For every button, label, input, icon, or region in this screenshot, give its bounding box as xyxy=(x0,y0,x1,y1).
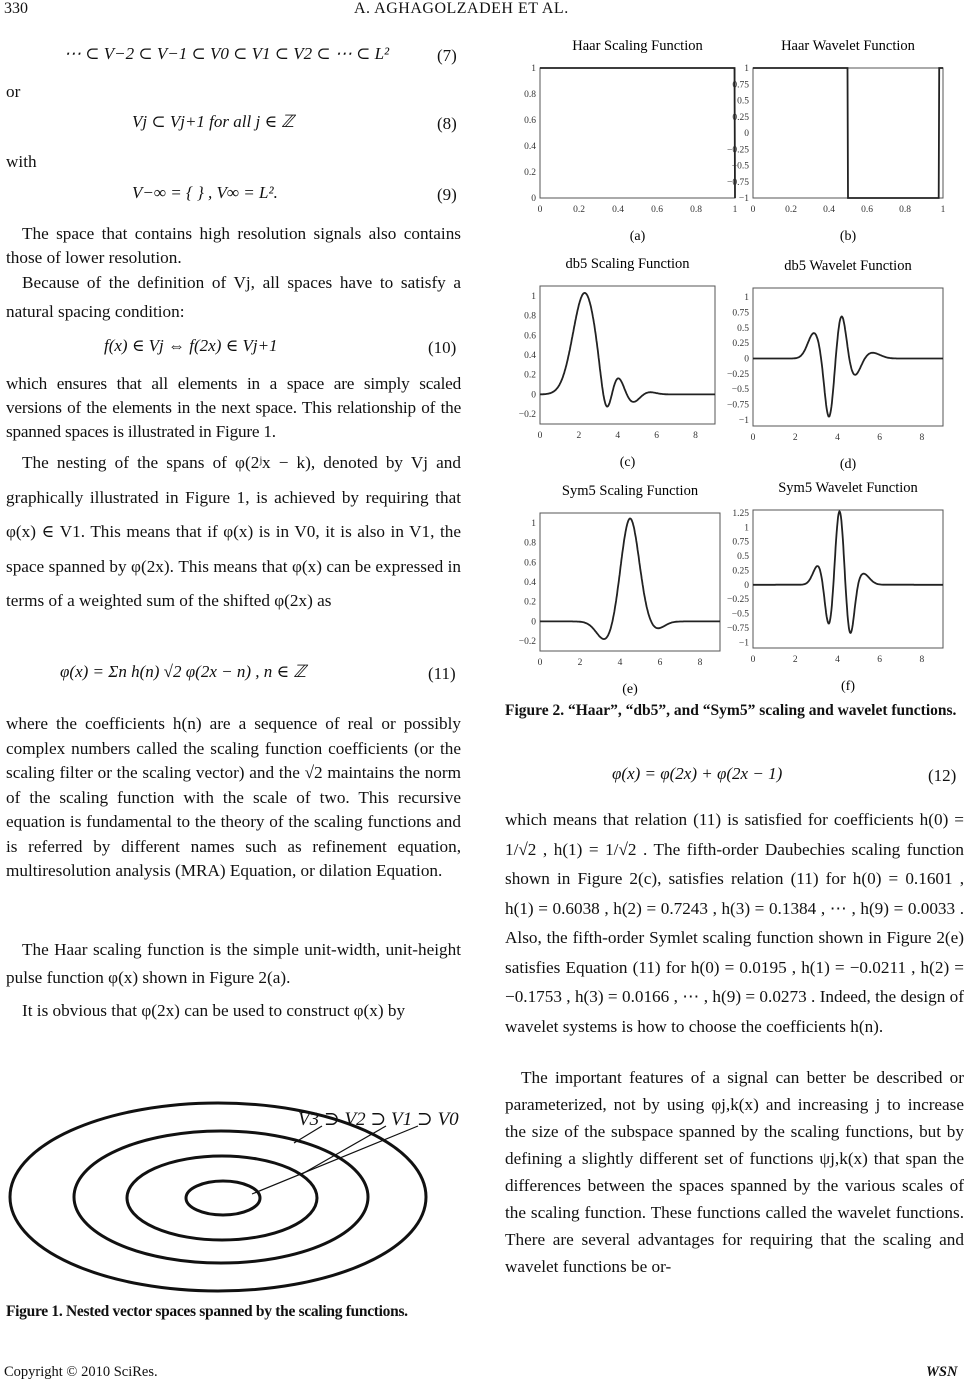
paragraph-construct: It is obvious that φ(2x) can be used to construct φ(x) by xyxy=(22,1001,406,1020)
ellipse-v1 xyxy=(127,1156,317,1240)
figure-1-caption: Figure 1. Nested vector spaces spanned by the scaling functions. xyxy=(6,1303,408,1320)
y-tick-label: 0.75 xyxy=(732,80,749,91)
plot-title: db5 Scaling Function xyxy=(565,256,690,272)
y-tick-label: 0 xyxy=(531,194,536,204)
x-tick-label: 2 xyxy=(792,433,798,443)
x-tick-label: 2 xyxy=(577,658,583,668)
y-tick-label: 0.6 xyxy=(524,331,536,342)
y-tick-label: 1 xyxy=(744,523,749,534)
paragraph-coefficients: where the coefficients h(n) are a sequence of real or possibly complex numbers called the scaling function coefficients (or the scaling filter or the scaling vector) and the √2 maintains the norm of the scaling function with the scale of two. This recursive equation is fundamental to the theory of the scaling functions and is referred by different names such as refinement equation, multiresolution analysis (MRA) Equation, or dilation Equation. xyxy=(6,714,461,880)
y-tick-label: 1 xyxy=(531,518,536,529)
plot-title: db5 Wavelet Function xyxy=(784,258,912,274)
footer-copyright: Copyright © 2010 SciRes. xyxy=(4,1364,158,1380)
plot-subfigure-label: (a) xyxy=(629,229,646,244)
plot-subfigure-label: (d) xyxy=(839,457,857,472)
x-tick-label: 0 xyxy=(537,205,543,215)
x-tick-label: 0.2 xyxy=(785,205,797,215)
text-with: with xyxy=(6,152,37,171)
equation-11-number: (11) xyxy=(428,664,456,683)
y-tick-label: −0.5 xyxy=(731,161,749,172)
equation-10-number: (10) xyxy=(428,338,457,357)
function-curve xyxy=(753,68,943,198)
y-tick-label: 0.6 xyxy=(524,116,536,126)
x-tick-label: 8 xyxy=(919,655,925,665)
y-tick-label: 0.6 xyxy=(524,558,536,569)
y-tick-label: 1 xyxy=(744,293,749,304)
ellipse-v0 xyxy=(186,1181,260,1215)
plot-subfigure-label: (e) xyxy=(622,682,638,697)
equation-9: V−∞ = { } , V∞ = L². xyxy=(132,183,278,202)
y-tick-label: 1 xyxy=(744,64,749,74)
plot-title: Haar Wavelet Function xyxy=(781,38,915,54)
y-tick-label: 0.4 xyxy=(524,142,536,152)
function-curve xyxy=(753,511,943,633)
function-curve xyxy=(540,519,720,640)
x-tick-label: 1 xyxy=(732,205,738,215)
x-tick-label: 4 xyxy=(835,655,840,665)
y-tick-label: 0 xyxy=(531,617,536,628)
x-tick-label: 0.2 xyxy=(573,205,585,215)
y-tick-label: −0.75 xyxy=(727,177,749,188)
function-curve xyxy=(540,68,735,198)
y-tick-label: −0.5 xyxy=(731,385,749,396)
x-tick-label: 0 xyxy=(537,658,543,668)
figure-2-plots xyxy=(505,30,965,720)
x-tick-label: 0.6 xyxy=(861,205,873,215)
footer-journal: WSN xyxy=(926,1364,958,1380)
figure-2-caption: Figure 2. “Haar”, “db5”, and “Sym5” scaling and wavelet functions. xyxy=(505,702,957,719)
x-tick-label: 8 xyxy=(697,658,703,668)
x-tick-label: 1 xyxy=(940,205,946,215)
x-tick-label: 6 xyxy=(657,658,663,668)
y-tick-label: 0.2 xyxy=(524,370,536,381)
equation-10: f(x) ∈ Vj ⇔ f(2x) ∈ Vj+1 xyxy=(104,336,278,355)
x-tick-label: 2 xyxy=(792,655,798,665)
plot-title: Sym5 Wavelet Function xyxy=(778,480,918,496)
y-tick-label: 1 xyxy=(531,64,536,74)
equation-9-number: (9) xyxy=(437,185,457,204)
y-tick-label: −1 xyxy=(738,194,749,204)
y-tick-label: 1.25 xyxy=(732,508,749,519)
plot-title: Sym5 Scaling Function xyxy=(561,483,699,499)
plot-subfigure-label: (b) xyxy=(839,229,857,244)
y-tick-label: 0.8 xyxy=(524,311,536,322)
function-curve xyxy=(753,317,943,417)
plot-frame xyxy=(540,286,715,424)
y-tick-label: 0.25 xyxy=(732,339,749,350)
figure-1-diagram xyxy=(2,1096,464,1296)
y-tick-label: 0.5 xyxy=(737,552,749,562)
plot-frame xyxy=(540,513,720,651)
x-tick-label: 4 xyxy=(835,433,840,443)
y-tick-label: 0.8 xyxy=(524,90,536,100)
y-tick-label: −0.75 xyxy=(727,623,749,634)
y-tick-label: 1 xyxy=(531,291,536,302)
y-tick-label: −0.25 xyxy=(727,145,749,156)
y-tick-label: 0.2 xyxy=(524,168,536,178)
y-tick-label: −0.2 xyxy=(518,410,536,421)
y-tick-label: 0.2 xyxy=(524,597,536,608)
equation-7-number: (7) xyxy=(437,46,457,65)
equation-8: Vj ⊂ Vj+1 for all j ∈ ℤ xyxy=(132,112,294,131)
y-tick-label: 0 xyxy=(744,354,749,365)
x-tick-label: 6 xyxy=(877,655,883,665)
y-tick-label: 0.75 xyxy=(732,537,749,548)
x-tick-label: 0.4 xyxy=(612,205,624,215)
y-tick-label: −0.25 xyxy=(727,369,749,380)
y-tick-label: 0.4 xyxy=(524,578,536,588)
y-tick-label: 0.5 xyxy=(737,323,749,334)
paragraph-coefficient-values: which means that relation (11) is satisfied for coefficients h(0) = 1/√2 , h(1) = 1/√2 . The fifth-order Daubechies scaling function shown in Figure 2(c), satisfies relation (11) for h(0) = 0.1601 , h(1) = 0.6038 , h(2) = 0.7243 , h(3) = 0.1384 , ⋯ , h(9) = 0.0033 . Also, the fifth-order Symlet scaling function shown in Figure 2(e) satisfies Equation (11) for h(0) = 0.0195 , h(1) = −0.0211 , h(2) = −0.1753 , h(3) = 0.0166 , ⋯ , h(9) = 0.0273 . Indeed, the design of wavelet systems is how to choose the coefficients h(n). xyxy=(505,810,964,1036)
x-tick-label: 0 xyxy=(750,205,756,215)
plot-subfigure-label: (c) xyxy=(619,455,636,470)
y-tick-label: −0.2 xyxy=(518,637,536,648)
y-tick-label: 0.75 xyxy=(732,308,749,319)
paragraph-wavelet-functions: The important features of a signal can better be described or parameterized, not by using φj,k(x) and increasing j to increase the size of the subspace spanned by the scaling functions, but by defining a slightly different set of functions ψj,k(x) that span the differences between the spaces spanned by the various scales of the scaling function. These functions called the wavelet functions. There are several advantages for requiring that the scaling and wavelet functions be or- xyxy=(505,1068,964,1276)
plot-frame xyxy=(540,68,735,198)
y-tick-label: −0.75 xyxy=(727,400,749,411)
equation-12-number: (12) xyxy=(928,766,957,785)
y-tick-label: 0.8 xyxy=(524,538,536,549)
equation-8-number: (8) xyxy=(437,114,457,133)
plot-frame xyxy=(753,288,943,426)
x-tick-label: 8 xyxy=(919,433,925,443)
equation-7: ⋯ ⊂ V−2 ⊂ V−1 ⊂ V0 ⊂ V1 ⊂ V2 ⊂ ⋯ ⊂ L² xyxy=(64,44,390,63)
x-tick-label: 0.8 xyxy=(899,205,911,215)
running-title: A. AGHAGOLZADEH ET AL. xyxy=(354,0,569,17)
y-tick-label: 0.25 xyxy=(732,112,749,123)
y-tick-label: −0.25 xyxy=(727,595,749,606)
paragraph-haar: The Haar scaling function is the simple unit-width, unit-height pulse function φ(x) shown in Figure 2(a). xyxy=(6,940,461,987)
x-tick-label: 0.8 xyxy=(690,205,702,215)
x-tick-label: 0 xyxy=(750,433,756,443)
paragraph-spacing: Because of the definition of Vj, all spaces have to satisfy a natural spacing condition: xyxy=(6,273,461,321)
paragraph-nesting: The nesting of the spans of φ(2ʲx − k), denoted by Vj and graphically illustrated in Figure 1, is achieved by requiring that φ(x) ∈ V1. This means that if φ(x) is in V0, it is also in V1, the space spanned by φ(2x). This means that φ(x) can be expressed in terms of a weighted sum of the shifted φ(2x) as xyxy=(6,453,461,610)
y-tick-label: 0 xyxy=(744,580,749,591)
x-tick-label: 4 xyxy=(617,658,623,668)
paragraph-scaled: which ensures that all elements in a space are simply scaled versions of the elements in the next space. This relationship of the spanned spaces is illustrated in Figure 1. xyxy=(6,374,461,441)
y-tick-label: 0.25 xyxy=(732,566,749,577)
text-or: or xyxy=(6,82,21,101)
x-tick-label: 6 xyxy=(877,433,883,443)
equation-11: φ(x) = Σn h(n) √2 φ(2x − n) , n ∈ ℤ xyxy=(60,662,306,681)
y-tick-label: −0.5 xyxy=(731,609,749,620)
x-tick-label: 4 xyxy=(615,431,621,441)
paragraph-resolution: The space that contains high resolution signals also contains those of lower resolution. xyxy=(6,224,461,267)
function-curve xyxy=(540,293,715,407)
page-number: 330 xyxy=(4,0,28,17)
x-tick-label: 0 xyxy=(750,655,756,665)
y-tick-label: −1 xyxy=(738,638,749,649)
plot-subfigure-label: (f) xyxy=(841,679,855,694)
y-tick-label: 0 xyxy=(531,390,536,401)
x-tick-label: 0 xyxy=(537,431,543,441)
y-tick-label: 0.5 xyxy=(737,96,749,107)
plot-title: Haar Scaling Function xyxy=(572,38,703,54)
x-tick-label: 0.4 xyxy=(823,205,835,215)
x-tick-label: 6 xyxy=(654,431,660,441)
x-tick-label: 2 xyxy=(576,431,582,441)
y-tick-label: 0.4 xyxy=(524,351,536,361)
y-tick-label: 0 xyxy=(744,129,749,139)
x-tick-label: 8 xyxy=(693,431,698,441)
figure-1-label: V3 ⊃ V2 ⊃ V1 ⊃ V0 xyxy=(298,1109,459,1130)
x-tick-label: 0.6 xyxy=(651,205,663,215)
equation-12: φ(x) = φ(2x) + φ(2x − 1) xyxy=(612,764,783,783)
ellipse-v2 xyxy=(74,1131,368,1263)
y-tick-label: −1 xyxy=(738,415,749,426)
